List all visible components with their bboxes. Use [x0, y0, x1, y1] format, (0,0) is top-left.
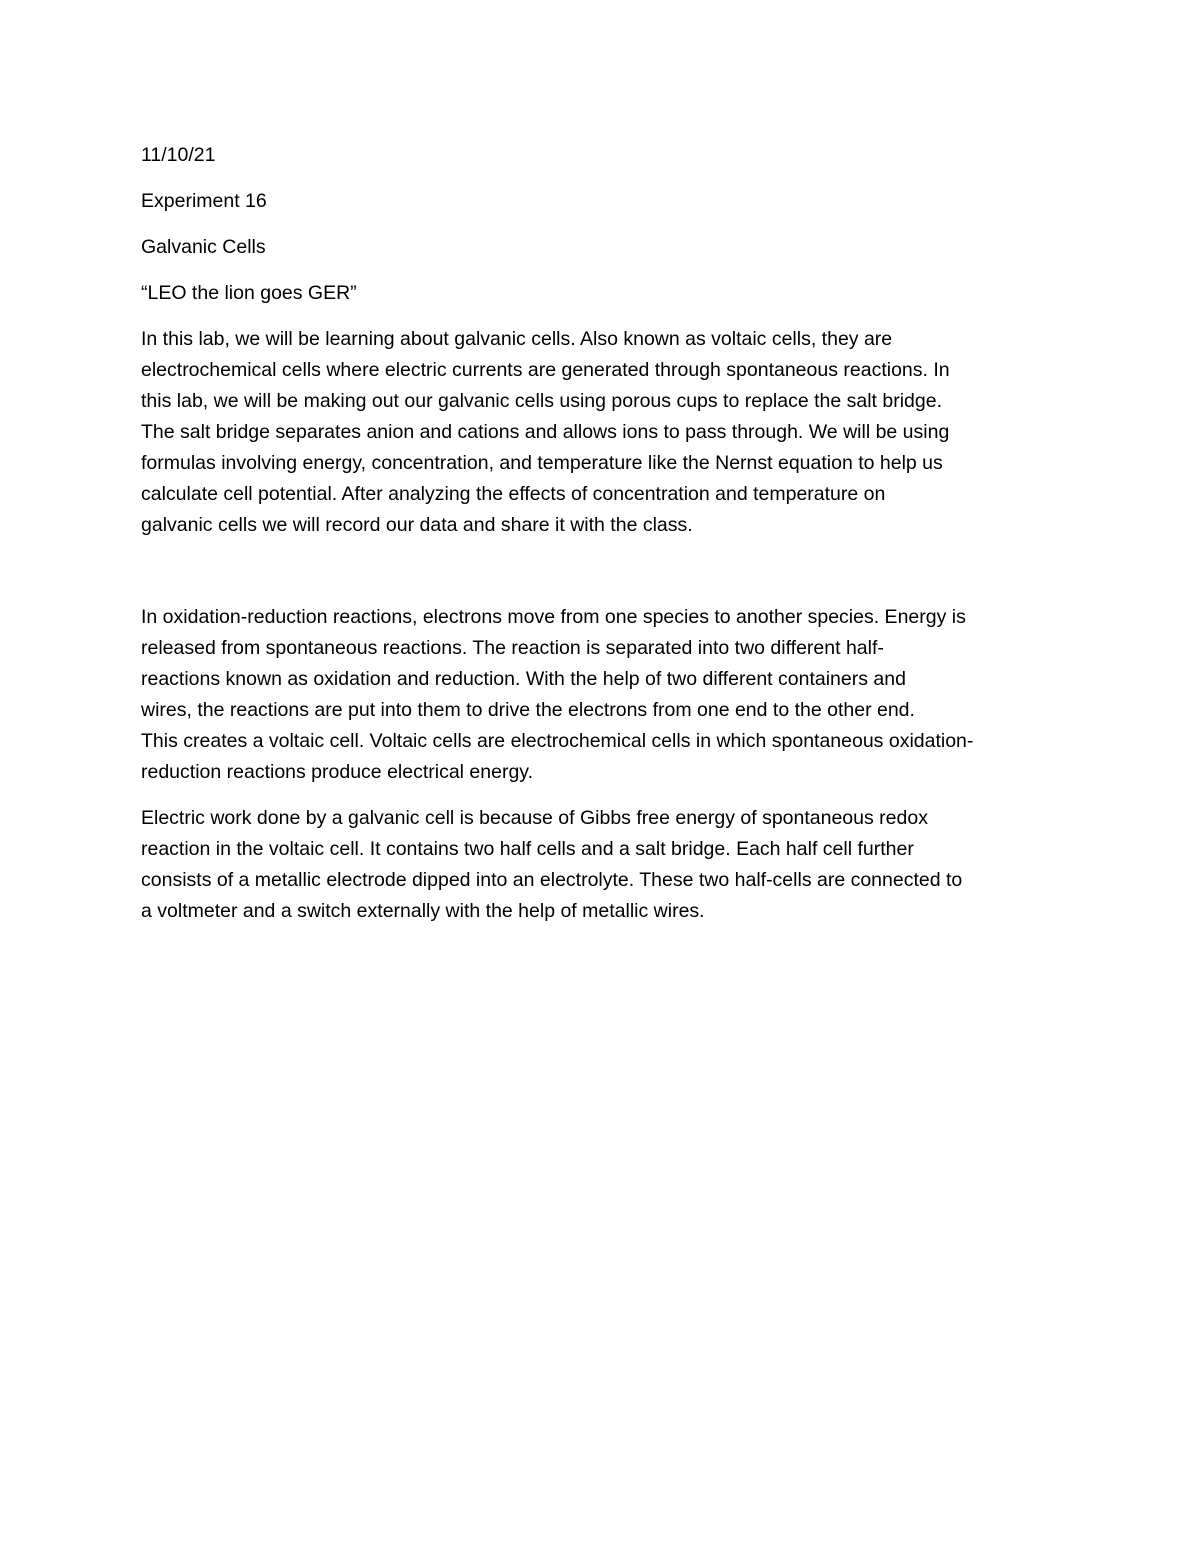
paragraph-line: The salt bridge separates anion and cations and allows ions to pass through. We will be using	[141, 421, 950, 443]
document-body	[141, 140, 1071, 942]
paragraph-line: In oxidation-reduction reactions, electrons move from one species to another species. Energy is	[141, 606, 966, 628]
intro-paragraph	[141, 324, 1071, 541]
redox-paragraph	[141, 602, 1071, 788]
paragraph-line: electrochemical cells where electric currents are generated through spontaneous reactions. In	[141, 359, 950, 381]
paragraph-line: This creates a voltaic cell. Voltaic cells are electrochemical cells in which spontaneous oxidation-	[141, 730, 974, 752]
paragraph-line: calculate cell potential. After analyzing the effects of concentration and temperature on	[141, 483, 886, 505]
date-line: 11/10/21	[141, 144, 216, 166]
paragraph-line: reduction reactions produce electrical energy.	[141, 761, 534, 783]
paragraph-line: galvanic cells we will record our data and share it with the class.	[141, 514, 693, 536]
paragraph-line: reactions known as oxidation and reduction. With the help of two different containers and	[141, 668, 906, 690]
experiment-number: Experiment 16	[141, 190, 267, 212]
electric-work-paragraph	[141, 803, 1071, 927]
paragraph-line: this lab, we will be making out our galvanic cells using porous cups to replace the salt bridge.	[141, 390, 943, 412]
paragraph-line: Electric work done by a galvanic cell is because of Gibbs free energy of spontaneous redox	[141, 807, 928, 829]
paragraph-line: a voltmeter and a switch externally with the help of metallic wires.	[141, 900, 705, 922]
paragraph-line: released from spontaneous reactions. The reaction is separated into two different half-	[141, 637, 884, 659]
blank-space	[141, 556, 1071, 602]
document-title: Galvanic Cells	[141, 236, 266, 258]
paragraph-line: reaction in the voltaic cell. It contains two half cells and a salt bridge. Each half cell further	[141, 838, 914, 860]
paragraph-line: In this lab, we will be learning about galvanic cells. Also known as voltaic cells, they are	[141, 328, 893, 350]
paragraph-line: consists of a metallic electrode dipped into an electrolyte. These two half-cells are connected to	[141, 869, 963, 891]
mnemonic-quote: “LEO the lion goes GER”	[141, 282, 357, 304]
paragraph-line: wires, the reactions are put into them to drive the electrons from one end to the other end.	[141, 699, 915, 721]
paragraph-line: formulas involving energy, concentration, and temperature like the Nernst equation to help us	[141, 452, 943, 474]
